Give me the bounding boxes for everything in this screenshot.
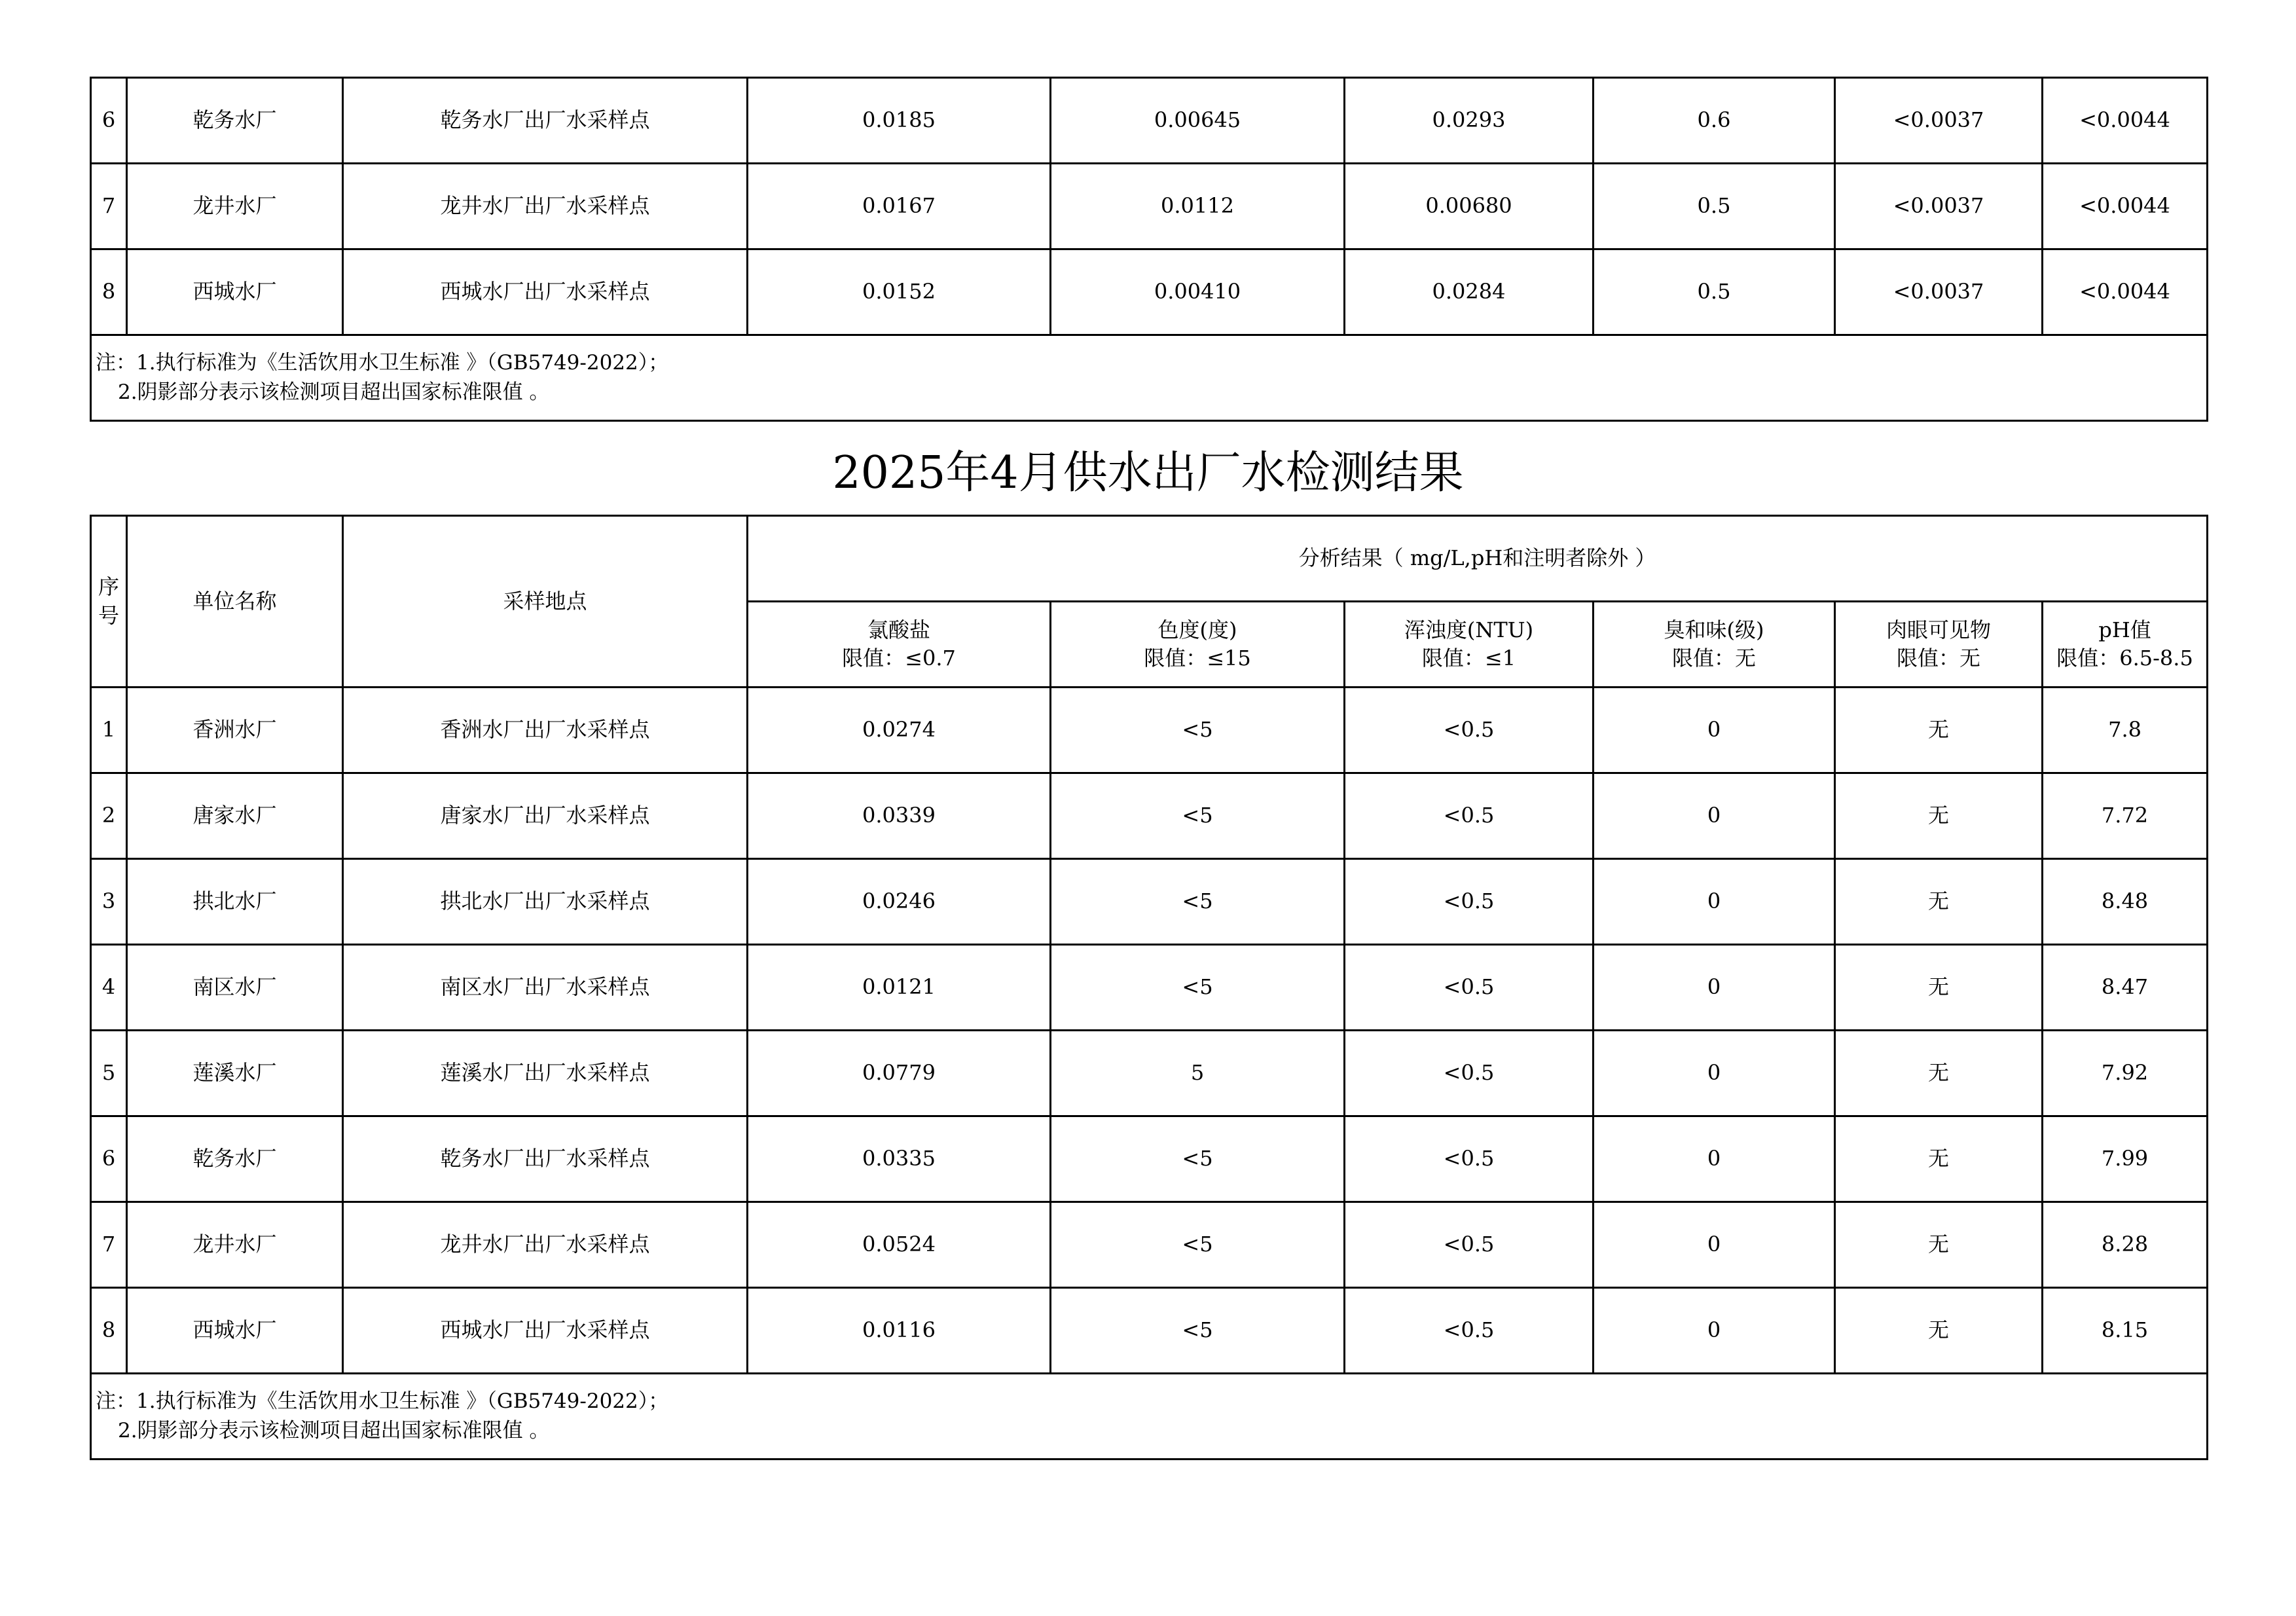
value-cell: 无 (1835, 1288, 2043, 1374)
plant-cell: 拱北水厂 (127, 859, 343, 945)
param-name: 臭和味(级) (1664, 617, 1764, 642)
plant-cell: 莲溪水厂 (127, 1031, 343, 1116)
param-header (1835, 602, 2043, 688)
plant-cell: 唐家水厂 (127, 773, 343, 859)
note-line-1: 注：1.执行标准为《生活饮用水卫生标准 》（GB5749-2022）； (96, 1389, 669, 1414)
plant-cell: 龙井水厂 (127, 1202, 343, 1288)
site-cell: 乾务水厂出厂水采样点 (343, 1116, 748, 1202)
plant-cell: 香洲水厂 (127, 688, 343, 773)
value-cell: <0.0044 (2043, 164, 2208, 249)
plant-cell: 乾务水厂 (127, 1116, 343, 1202)
site-cell: 龙井水厂出厂水采样点 (343, 164, 748, 249)
value-cell: <0.5 (1345, 688, 1594, 773)
note-line-2: 2.阴影部分表示该检测项目超出国家标准限值 。 (118, 1419, 550, 1442)
table-row (91, 1202, 2208, 1288)
value-cell: 8.15 (2043, 1288, 2208, 1374)
note-cell (91, 1374, 2208, 1460)
plant-cell: 西城水厂 (127, 249, 343, 335)
value-cell: 无 (1835, 773, 2043, 859)
value-cell: 0 (1594, 945, 1835, 1031)
param-header (1051, 602, 1345, 688)
seq-cell: 1 (91, 688, 127, 773)
value-cell: 0.0284 (1345, 249, 1594, 335)
value-cell: 0.0339 (748, 773, 1051, 859)
table-note (91, 335, 2208, 421)
value-cell: 无 (1835, 945, 2043, 1031)
value-cell: <0.5 (1345, 1288, 1594, 1374)
value-cell: 0.5 (1594, 164, 1835, 249)
seq-cell: 7 (91, 164, 127, 249)
site-cell: 香洲水厂出厂水采样点 (343, 688, 748, 773)
header-seq (91, 516, 127, 688)
seq-cell: 8 (91, 249, 127, 335)
table-row (91, 249, 2208, 335)
value-cell: 8.48 (2043, 859, 2208, 945)
seq-cell: 5 (91, 1031, 127, 1116)
value-cell: 0 (1594, 859, 1835, 945)
seq-cell: 6 (91, 78, 127, 164)
value-cell: 0.0335 (748, 1116, 1051, 1202)
note-line-1: 注：1.执行标准为《生活饮用水卫生标准 》（GB5749-2022）； (96, 351, 669, 375)
value-cell: 0.0293 (1345, 78, 1594, 164)
param-header (748, 602, 1051, 688)
table-row (91, 164, 2208, 249)
table-row (91, 859, 2208, 945)
value-cell: 0 (1594, 1202, 1835, 1288)
value-cell: <5 (1051, 1288, 1345, 1374)
table-row (91, 1116, 2208, 1202)
site-cell: 西城水厂出厂水采样点 (343, 249, 748, 335)
plant-cell: 南区水厂 (127, 945, 343, 1031)
seq-cell: 6 (91, 1116, 127, 1202)
page-title: 2025年4月供水出厂水检测结果 (832, 447, 1464, 499)
value-cell: 0 (1594, 688, 1835, 773)
value-cell: <5 (1051, 1116, 1345, 1202)
table-row (91, 1288, 2208, 1374)
value-cell: <0.0037 (1835, 164, 2043, 249)
param-limit: 限值：≤0.7 (842, 646, 956, 670)
value-cell: <5 (1051, 859, 1345, 945)
param-name: 色度(度) (1157, 617, 1237, 642)
site-cell: 拱北水厂出厂水采样点 (343, 859, 748, 945)
seq-cell: 8 (91, 1288, 127, 1374)
table-row (91, 78, 2208, 164)
value-cell: 0.5 (1594, 249, 1835, 335)
param-limit: 限值：≤15 (1144, 646, 1251, 670)
value-cell: 7.72 (2043, 773, 2208, 859)
value-cell: <0.0044 (2043, 78, 2208, 164)
value-cell: 0.0121 (748, 945, 1051, 1031)
value-cell: 0.0152 (748, 249, 1051, 335)
value-cell: <0.0037 (1835, 78, 2043, 164)
value-cell: <0.5 (1345, 1202, 1594, 1288)
param-name: pH值 (2098, 617, 2151, 642)
header-seq-bottom: 号 (98, 602, 119, 628)
header-plant: 单位名称 (127, 516, 343, 688)
site-cell: 莲溪水厂出厂水采样点 (343, 1031, 748, 1116)
results-table-previous (90, 77, 2208, 422)
value-cell: 8.47 (2043, 945, 2208, 1031)
note-line-2: 2.阴影部分表示该检测项目超出国家标准限值 。 (118, 380, 550, 404)
value-cell: <0.5 (1345, 1031, 1594, 1116)
value-cell: 7.99 (2043, 1116, 2208, 1202)
value-cell: 8.28 (2043, 1202, 2208, 1288)
param-header (1345, 602, 1594, 688)
value-cell: 0.0246 (748, 859, 1051, 945)
value-cell: 0 (1594, 1116, 1835, 1202)
site-cell: 龙井水厂出厂水采样点 (343, 1202, 748, 1288)
value-cell: 0.0112 (1051, 164, 1345, 249)
header-row (91, 516, 2208, 602)
results-table-april (90, 515, 2208, 1460)
value-cell: <0.0044 (2043, 249, 2208, 335)
value-cell: 0.0116 (748, 1288, 1051, 1374)
param-limit: 限值：无 (1671, 646, 1756, 670)
value-cell: 0.0185 (748, 78, 1051, 164)
value-cell: 7.8 (2043, 688, 2208, 773)
header-site: 采样地点 (343, 516, 748, 688)
site-cell: 南区水厂出厂水采样点 (343, 945, 748, 1031)
param-limit: 限值：≤1 (1421, 646, 1516, 670)
table-row (91, 688, 2208, 773)
param-name: 氯酸盐 (867, 617, 930, 642)
value-cell: <0.5 (1345, 1116, 1594, 1202)
value-cell: <5 (1051, 1202, 1345, 1288)
value-cell: <0.5 (1345, 859, 1594, 945)
plant-cell: 乾务水厂 (127, 78, 343, 164)
table-note (91, 1374, 2208, 1460)
value-cell: 0.00410 (1051, 249, 1345, 335)
param-limit: 限值：无 (1896, 646, 1980, 670)
value-cell: 0.6 (1594, 78, 1835, 164)
value-cell: 0 (1594, 1031, 1835, 1116)
value-cell: 0.00680 (1345, 164, 1594, 249)
value-cell: 5 (1051, 1031, 1345, 1116)
value-cell: 0 (1594, 773, 1835, 859)
value-cell: 无 (1835, 1031, 2043, 1116)
table-row (91, 1031, 2208, 1116)
param-limit: 限值：6.5-8.5 (2056, 646, 2193, 670)
value-cell: 无 (1835, 859, 2043, 945)
param-name: 肉眼可见物 (1886, 617, 1991, 642)
seq-cell: 7 (91, 1202, 127, 1288)
site-cell: 乾务水厂出厂水采样点 (343, 78, 748, 164)
value-cell: <0.5 (1345, 945, 1594, 1031)
value-cell: <0.0037 (1835, 249, 2043, 335)
site-cell: 唐家水厂出厂水采样点 (343, 773, 748, 859)
seq-cell: 4 (91, 945, 127, 1031)
table-row (91, 945, 2208, 1031)
value-cell: 0.0779 (748, 1031, 1051, 1116)
value-cell: <0.5 (1345, 773, 1594, 859)
value-cell: 0 (1594, 1288, 1835, 1374)
plant-cell: 龙井水厂 (127, 164, 343, 249)
param-header (2043, 602, 2208, 688)
param-header (1594, 602, 1835, 688)
header-analysis: 分析结果（ mg/L,pH和注明者除外 ） (748, 516, 2208, 602)
header-seq-top: 序 (98, 574, 119, 600)
value-cell: 无 (1835, 688, 2043, 773)
value-cell: 0.0274 (748, 688, 1051, 773)
value-cell: 无 (1835, 1116, 2043, 1202)
value-cell: <5 (1051, 945, 1345, 1031)
value-cell: 0.0524 (748, 1202, 1051, 1288)
value-cell: <5 (1051, 773, 1345, 859)
value-cell: 7.92 (2043, 1031, 2208, 1116)
value-cell: 0.00645 (1051, 78, 1345, 164)
value-cell: 无 (1835, 1202, 2043, 1288)
value-cell: 0.0167 (748, 164, 1051, 249)
seq-cell: 3 (91, 859, 127, 945)
table-row (91, 773, 2208, 859)
param-name: 浑浊度(NTU) (1404, 617, 1534, 642)
note-cell (91, 335, 2208, 421)
value-cell: <5 (1051, 688, 1345, 773)
site-cell: 西城水厂出厂水采样点 (343, 1288, 748, 1374)
seq-cell: 2 (91, 773, 127, 859)
plant-cell: 西城水厂 (127, 1288, 343, 1374)
